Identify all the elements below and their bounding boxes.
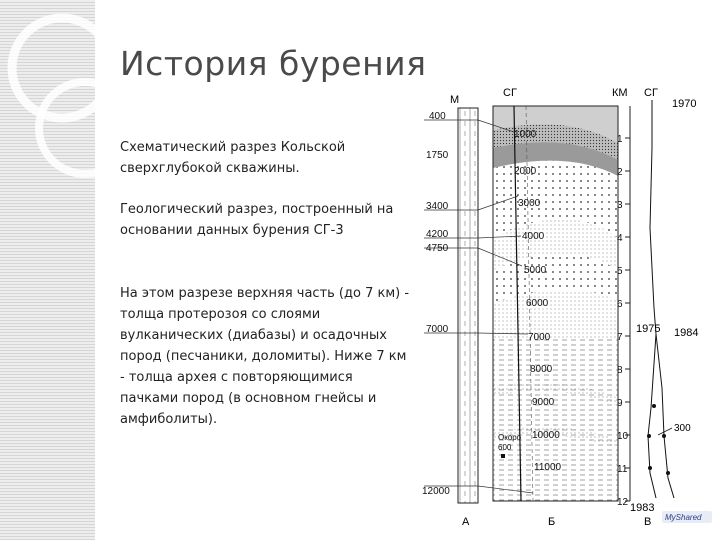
section-bottom-label: Б bbox=[548, 516, 556, 528]
left-depth-4750: 4750 bbox=[426, 243, 449, 254]
kola-borehole-section-diagram bbox=[418, 88, 718, 536]
left-depth-7000: 7000 bbox=[426, 324, 449, 335]
left-depth-12000: 12000 bbox=[422, 486, 450, 497]
left-stratigraphic-column bbox=[458, 108, 478, 503]
section-depth-2000: 2000 bbox=[514, 166, 537, 177]
year-1970: 1970 bbox=[672, 98, 697, 110]
year-1975: 1975 bbox=[636, 323, 661, 335]
left-depth-3400: 3400 bbox=[426, 201, 449, 212]
right-well-label: СГ bbox=[644, 88, 658, 99]
decorative-circle-arcs bbox=[0, 0, 95, 540]
km-tick-label: 1 bbox=[617, 134, 623, 145]
section-depth-5000: 5000 bbox=[524, 265, 547, 276]
km-tick-label: 2 bbox=[617, 167, 623, 178]
section-annotation-line2: 600 bbox=[498, 443, 512, 452]
km-tick-label: 8 bbox=[617, 365, 623, 376]
section-depth-4000: 4000 bbox=[522, 231, 545, 242]
left-depth-4200: 4200 bbox=[426, 229, 449, 240]
km-tick-label: 3 bbox=[617, 200, 623, 211]
deviation-label-300: 300 bbox=[674, 423, 691, 434]
km-tick-label: 12 bbox=[617, 497, 629, 508]
svg-text:MyShared: MyShared bbox=[665, 513, 702, 522]
km-tick-label: 5 bbox=[617, 266, 623, 277]
km-tick-label: 4 bbox=[617, 233, 623, 244]
right-bottom-label: В bbox=[644, 516, 652, 528]
section-depth-10000: 10000 bbox=[532, 430, 560, 441]
km-tick-label: 10 bbox=[617, 431, 629, 442]
section-annotation-line1: Окоро bbox=[498, 433, 522, 442]
left-depth-1750: 1750 bbox=[426, 150, 449, 161]
borehole-deviation-curve bbox=[648, 100, 656, 498]
km-tick-label: 6 bbox=[617, 299, 623, 310]
geology-explanation: На этом разрезе верхняя часть (до 7 км) - толща протерозоя со слоями вулканических (диабазы) и осадочных пород (песчаники, доломиты). Ниже 7 км - толща архея с повторяющимися пачками пород (в основном гнейсы и амфиболиты). bbox=[120, 286, 410, 427]
section-depth-7000: 7000 bbox=[528, 332, 551, 343]
left-column-unit: М bbox=[450, 94, 460, 106]
decorative-side-stripe bbox=[0, 0, 95, 540]
section-description: Геологический разрез, построенный на основании данных бурения СГ-3 bbox=[120, 202, 394, 238]
km-tick-label: 11 bbox=[617, 464, 628, 475]
section-depth-1000: 1000 bbox=[514, 129, 537, 140]
year-1983: 1983 bbox=[630, 502, 655, 514]
km-tick-label: 7 bbox=[617, 332, 623, 343]
section-depth-8000: 8000 bbox=[530, 364, 553, 375]
section-depth-6000: 6000 bbox=[526, 298, 549, 309]
left-column-bottom-label: А bbox=[462, 516, 470, 528]
section-depth-9000: 9000 bbox=[532, 397, 555, 408]
km-tick-label: 9 bbox=[617, 398, 623, 409]
left-depth-400: 400 bbox=[429, 111, 446, 122]
section-well-label: СГ bbox=[503, 88, 517, 99]
section-depth-11000: 11000 bbox=[534, 462, 562, 473]
section-depth-3000: 3000 bbox=[518, 198, 541, 209]
slide-title: История бурения bbox=[120, 44, 427, 83]
year-1984: 1984 bbox=[674, 327, 699, 339]
watermark-logo bbox=[662, 511, 712, 523]
right-scale-unit: КМ bbox=[612, 88, 628, 99]
diagram-caption: Схематический разрез Кольской сверхглубокой скважины. bbox=[120, 140, 346, 176]
